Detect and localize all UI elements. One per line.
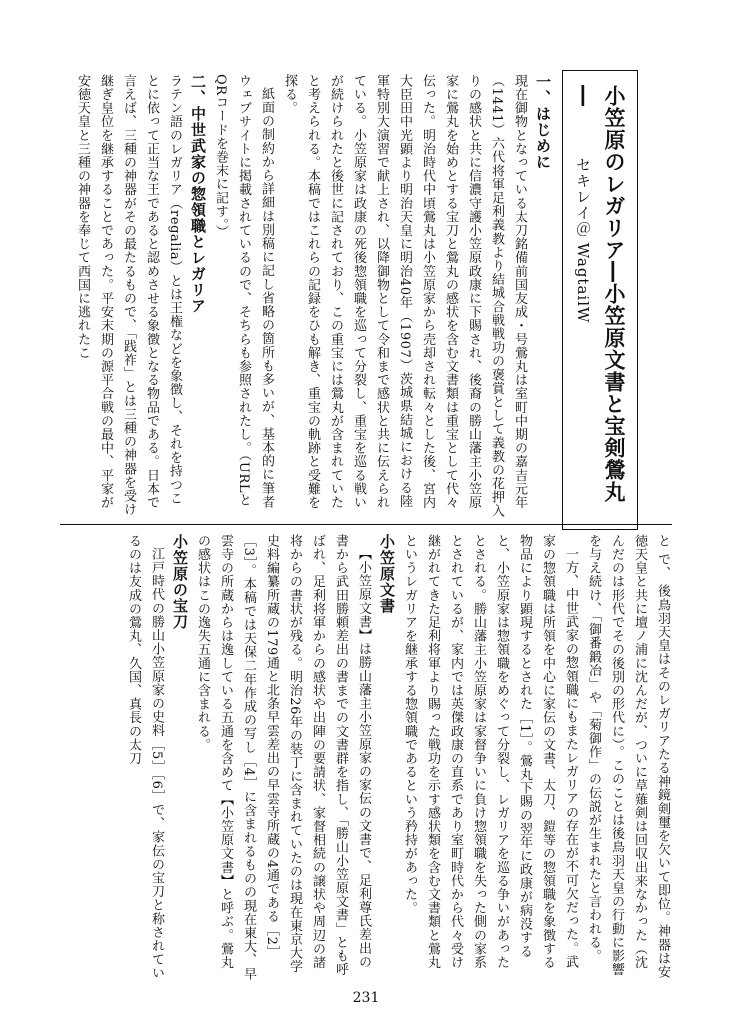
subheading-ogasawara-treasure-sword: 小笠原の宝刀	[171, 534, 189, 630]
article-title: 小笠原のレガリア―小笠原文書と宝剣鶯丸―	[572, 85, 626, 503]
regalia-paragraph-2: と で、 後鳥羽天皇はそのレガリアたる神鏡剣璽を欠いて即位。神器は安徳天皇と共に壇ノ浦に沈んだが、ついに草薙剣は回収出来なかった（沈んだのは形代でその後別の形代に）。このことは後鳥羽天皇の行動に影響を与え続け、「御番鍛冶」や「菊御作」の伝説が生まれたと言われる。	[586, 534, 670, 979]
intro-paragraph-1: 現在御物となっている太刀銘備前国友成・号鶯丸は室町中期の嘉吉元年（1441）六代将軍足利義教より結城合戦戦功の褒賞として義教の花押入りの感状と共に信濃守護小笠原政康に下賜され、後裔の勝山藩主小笠原家に鶯丸を始めとする宝刀と鶯丸の感状を含む文書類は重宝として代々伝った。明治時代中頃鶯丸は小笠原家から売却され転々とした後、宮内大臣田中光顕より明治天皇に明治40年（1907）茨城県結城における陸軍特別大演習で献上され、以降御物として令和まで感状と共に伝えられている。小笠原家は政康の死後惣領職を巡って分裂し、重宝を巡る戦いが続けられたと後世に記されており、この重宝には鶯丸が含まれていたと考えられる。本稿ではこれらの記録をひも解き、重宝の軌跡と受難を探る。	[282, 74, 527, 518]
regalia-paragraph-1: ラテン語のレガリア（regalia）とは王権などを象徴し、それを持つことに依って正当な王であると認めさせる象徴となる物品である。日本で言えば、三種の神器がその最たるもので、「践祚」とは三種の神器を受け継ぎ皇位を継承することであった。平安末期の源平合戦の最中、平家が安徳天皇と三種の神器を奉じて西国に逃れたこ	[75, 74, 182, 517]
subheading-ogasawara-documents: 小笠原文書	[378, 534, 396, 614]
top-text-block	[58, 74, 554, 518]
regalia-paragraph-3: 一方、中世武家の惣領職にもまたレガリアの存在が不可欠だった。武家の惣領職は所領を中心に家伝の文書、太刀、鎧等の惣領職を象徴する物品により顕現するとされた［1］。鶯丸下賜の翌年に政康が病没すると、小笠原家は惣領職をめぐって分裂し、レガリアを巡る争いがあったとされる。勝山藩主小笠原家は家督争いに負け惣領職を失った側の家系とされているが、家内では英傑政康の直系であり室町時代から代々受け継がれてきた足利将軍より賜った戦功を示す感状類を含む文書類と鶯丸というレガリアを継承する惣領職であるという矜持があった。	[402, 534, 578, 970]
title-box	[562, 70, 638, 530]
treasure-sword-paragraph: 江戸時代の勝山小笠原家の史料［5］［6］で、家伝の宝刀と称されているのは友成の鶯丸、久国、真長の太刀	[126, 534, 164, 980]
article-author: セキレイ＠ WagtailW	[574, 157, 592, 324]
section-heading-regalia: 二、中世武家の惣領職とレガリア	[189, 74, 207, 314]
bottom-text-block	[56, 534, 674, 982]
documents-paragraph: 【小笠原文書】は勝山藩主小笠原家の家伝の文書で、足利尊氏差出の書から武田勝頼差出の書までの文書群を指し、「勝山小笠原文書」とも呼ばれ、足利将軍からの感状や出陣の要請状、家督相続の譲状や周辺の諸将からの書状が残る。明治26年の装丁に含まれていたのは現在東京大学史料編纂所蔵の179通と北条早雲差出の早雲寺所蔵の4通である［2］［3］。本稿では天保二年作成の写し［4］に含まれるものの現在東大、早雲寺の所蔵からは逸している五通を含めて【小笠原文書】と呼ぶ。鶯丸の感状はこの逸失五通に含まれる。	[195, 534, 371, 981]
section-heading-introduction: 一、はじめに	[534, 74, 552, 170]
page-number: 231	[352, 990, 380, 1006]
intro-paragraph-2: 紙面の制約から詳細は別稿に記し省略の箇所も多いが、基本的に筆者ウェブサイトに掲載されているので、そちらも参照されたし。（URLとQRコードを巻末に記す。）	[213, 74, 274, 509]
band-divider	[60, 524, 672, 525]
